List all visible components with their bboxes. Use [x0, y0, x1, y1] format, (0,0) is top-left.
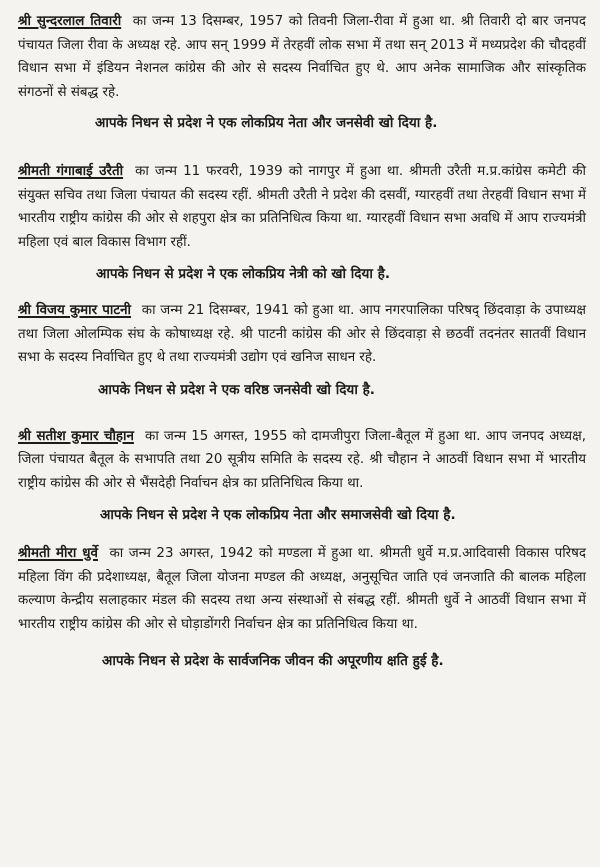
- person-name: श्री विजय कुमार पाटनी: [18, 303, 132, 318]
- person-name: श्री सतीश कुमार चौहान: [18, 428, 134, 444]
- tribute-line: आपके निधन से प्रदेश ने एक वरिष्ठ जनसेवी खो दिया है.: [98, 381, 375, 398]
- biography-text: का जन्म 13 दिसम्बर, 1957 को तिवनी जिला-रीवा में हुआ था. श्री तिवारी दो बार जनपद पंचायत जिला रीवा के अध्यक्ष रहे. आप सन् 1999 में तेरहवीं लोक सभा में तथा सन् 2013 में मध्यप्रदेश की चौदहवीं विधान सभा में इंडियन नेशनल कांग्रेस की ओर से सदस्य निर्वाचित हुए थे. आप अनेक सामाजिक और सांस्कृतिक संगठनों से संबद्ध रहे.: [18, 14, 586, 100]
- tribute-line: आपके निधन से प्रदेश के सार्वजनिक जीवन की अपूरणीय क्षति हुई है.: [102, 653, 444, 669]
- obituary-entry: [18, 299, 586, 401]
- biography-paragraph: [18, 160, 586, 254]
- biography-paragraph: [18, 299, 586, 370]
- obituary-entry: [18, 542, 586, 672]
- biography-paragraph: [18, 542, 586, 636]
- person-name: श्रीमती मीरा धुर्वे: [18, 546, 98, 561]
- biography-text: का जन्म 15 अगस्त, 1955 को दामजीपुरा जिला-बैतूल में हुआ था. आप जनपद अध्यक्ष, जिला पंचायत बैतूल के सभापति तथा 20 सूत्रीय समिति के सदस्य रहे. श्री चौहान ने आठवीं विधान सभा में भारतीय राष्ट्रीय कांग्रेस की ओर से भैंसदेही निर्वाचन क्षेत्र का प्रतिनिधित्व किया था.: [18, 428, 586, 491]
- biography-text: का जन्म 11 फरवरी, 1939 को नागपुर में हुआ था. श्रीमती उरैती म.प्र.कांग्रेस कमेटी की संयुक्त सचिव तथा जिला पंचायत की सदस्य रहीं. श्रीमती उरैती ने प्रदेश की दसवीं, ग्यारहवीं तथा तेरहवीं विधान सभा में भारतीय राष्ट्रीय कांग्रेस की ओर से शहपुरा क्षेत्र का प्रतिनिधित्व किया था. ग्यारहवीं विधान सभा अवधि में आप राज्यमंत्री महिला एवं बाल विकास विभाग रहीं.: [18, 164, 586, 250]
- biography-text: का जन्म 21 दिसम्बर, 1941 को हुआ था. आप नगरपालिका परिषद् छिंदवाड़ा के उपाध्यक्ष तथा जिला ओलम्पिक संघ के कोषाध्यक्ष रहे. श्री पाटनी कांग्रेस की ओर से छिंदवाड़ा से छठवीं तदनंतर सातवीं विधान सभा के सदस्य निर्वाचित हुए थे तथा राज्यमंत्री उद्योग एवं खनिज साधन रहे.: [18, 303, 586, 365]
- obituary-entry: [18, 10, 586, 134]
- tribute-line: आपके निधन से प्रदेश ने एक लोकप्रिय नेता और जनसेवी खो दिया है.: [95, 115, 438, 131]
- biography-paragraph: [18, 425, 586, 496]
- biography-paragraph: [18, 10, 586, 104]
- tribute-line: आपके निधन से प्रदेश ने एक लोकप्रिय नेत्री को खो दिया है.: [96, 266, 390, 282]
- tribute-line: आपके निधन से प्रदेश ने एक लोकप्रिय नेता और समाजसेवी खो दिया है.: [100, 507, 456, 523]
- obituary-entry: [18, 160, 586, 285]
- obituary-entry: [18, 425, 586, 527]
- biography-text: का जन्म 23 अगस्त, 1942 को मण्डला में हुआ था. श्रीमती धुर्वे म.प्र.आदिवासी विकास परिषद महिला विंग की प्रदेशाध्यक्ष, बैतूल जिला योजना मण्डल की अध्यक्ष, अनुसूचित जाति एवं जनजाति की बालक महिला कल्याण केन्द्रीय सलाहकार मंडल की सदस्य तथा अन्य संस्थाओं से संबद्ध रहीं. श्रीमती धुर्वे ने आठवीं विधान सभा में भारतीय राष्ट्रीय कांग्रेस की ओर से घोड़ाडोंगरी निर्वाचन क्षेत्र का प्रतिनिधित्व किया था.: [18, 546, 586, 632]
- person-name: श्रीमती गंगाबाई उरैती: [18, 164, 124, 179]
- person-name: श्री सुन्दरलाल तिवारी: [18, 14, 122, 29]
